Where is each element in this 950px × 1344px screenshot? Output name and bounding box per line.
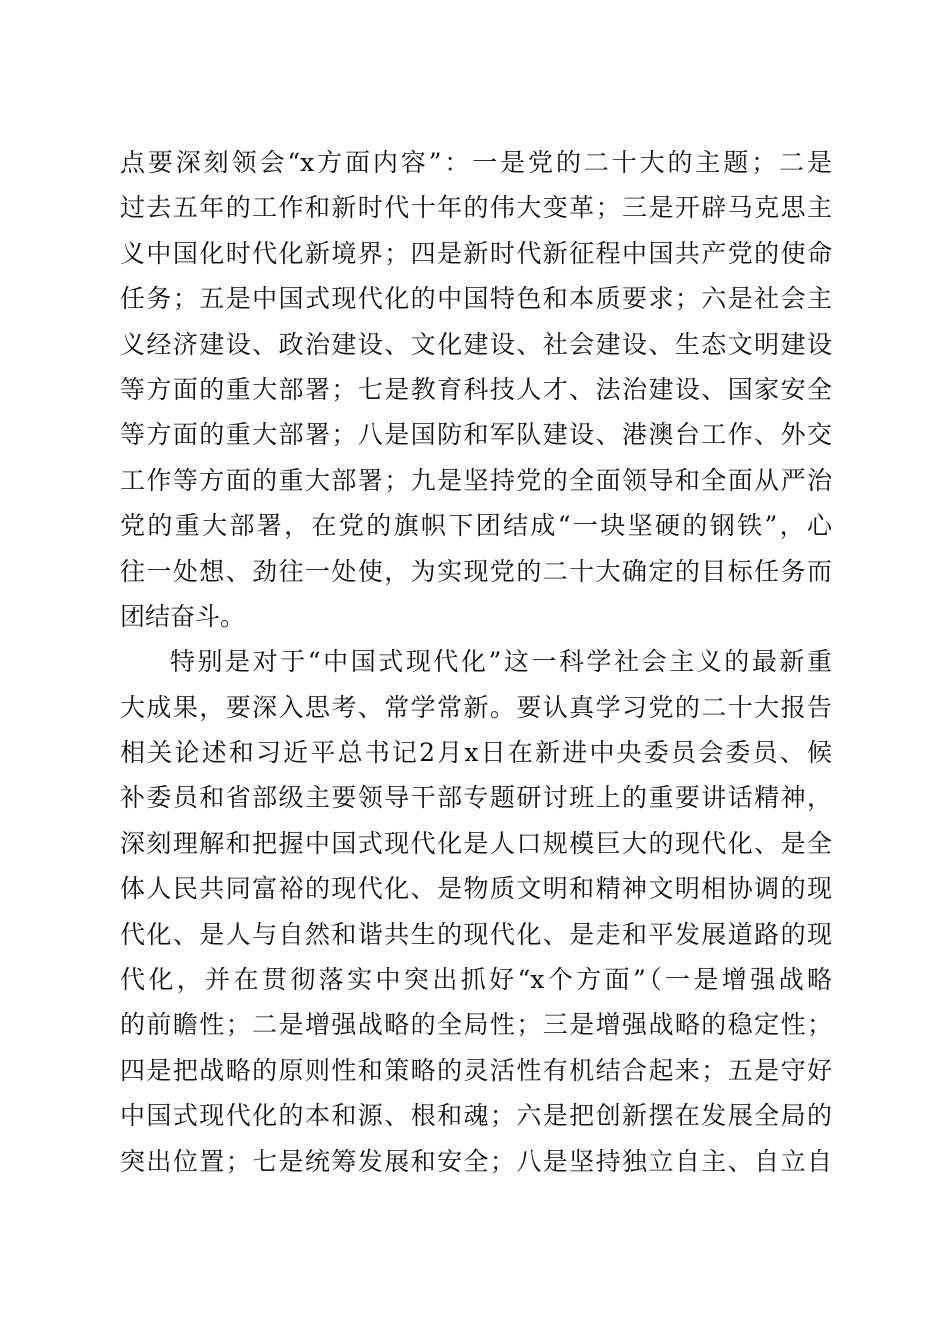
text-line: 相关论述和习近平总书记2月x日在新进中央委员会委员、候 bbox=[120, 738, 832, 768]
body-text bbox=[120, 140, 832, 1184]
text-line: 补委员和省部级主要领导干部专题研讨班上的重要讲话精神， bbox=[120, 783, 832, 813]
text-line: 工作等方面的重大部署；九是坚持党的全面领导和全面从严治 bbox=[120, 465, 832, 495]
text-line: 深刻理解和把握中国式现代化是人口规模巨大的现代化、是全 bbox=[120, 828, 832, 858]
text-line: 代化，并在贯彻落实中突出抓好“x个方面”（一是增强战略 bbox=[120, 965, 832, 995]
text-line: 中国式现代化的本和源、根和魂；六是把创新摆在发展全局的 bbox=[120, 1101, 832, 1131]
text-line: 任务；五是中国式现代化的中国特色和本质要求；六是社会主 bbox=[120, 284, 832, 314]
text-line: 体人民共同富裕的现代化、是物质文明和精神文明相协调的现 bbox=[120, 874, 832, 904]
text-line: 突出位置；七是统筹发展和安全；八是坚持独立自主、自立自 bbox=[120, 1146, 832, 1176]
text-line: 义中国化时代化新境界；四是新时代新征程中国共产党的使命 bbox=[120, 238, 832, 268]
text-line: 四是把战略的原则性和策略的灵活性有机结合起来；五是守好 bbox=[120, 1055, 832, 1085]
text-line: 党的重大部署，在党的旗帜下团结成“一块坚硬的钢铁”，心 bbox=[120, 511, 832, 541]
text-line: 等方面的重大部署；七是教育科技人才、法治建设、国家安全 bbox=[120, 374, 832, 404]
text-line: 点要深刻领会“x方面内容”：一是党的二十大的主题；二是 bbox=[120, 148, 832, 177]
text-line: 往一处想、劲往一处使，为实现党的二十大确定的目标任务而 bbox=[120, 556, 832, 586]
text-line: 等方面的重大部署；八是国防和军队建设、港澳台工作、外交 bbox=[120, 420, 832, 450]
paragraph-first-line: 特别是对于“中国式现代化”这一科学社会主义的最新重 bbox=[170, 647, 832, 677]
text-line: 的前瞻性；二是增强战略的全局性；三是增强战略的稳定性； bbox=[120, 1010, 832, 1040]
text-line: 大成果，要深入思考、常学常新。要认真学习党的二十大报告 bbox=[120, 692, 832, 722]
text-line: 义经济建设、政治建设、文化建设、社会建设、生态文明建设 bbox=[120, 329, 832, 359]
text-line: 过去五年的工作和新时代十年的伟大变革；三是开辟马克思主 bbox=[120, 193, 832, 223]
paragraph-end-line: 团结奋斗。 bbox=[120, 601, 246, 631]
text-line: 代化、是人与自然和谐共生的现代化、是走和平发展道路的现 bbox=[120, 919, 832, 949]
